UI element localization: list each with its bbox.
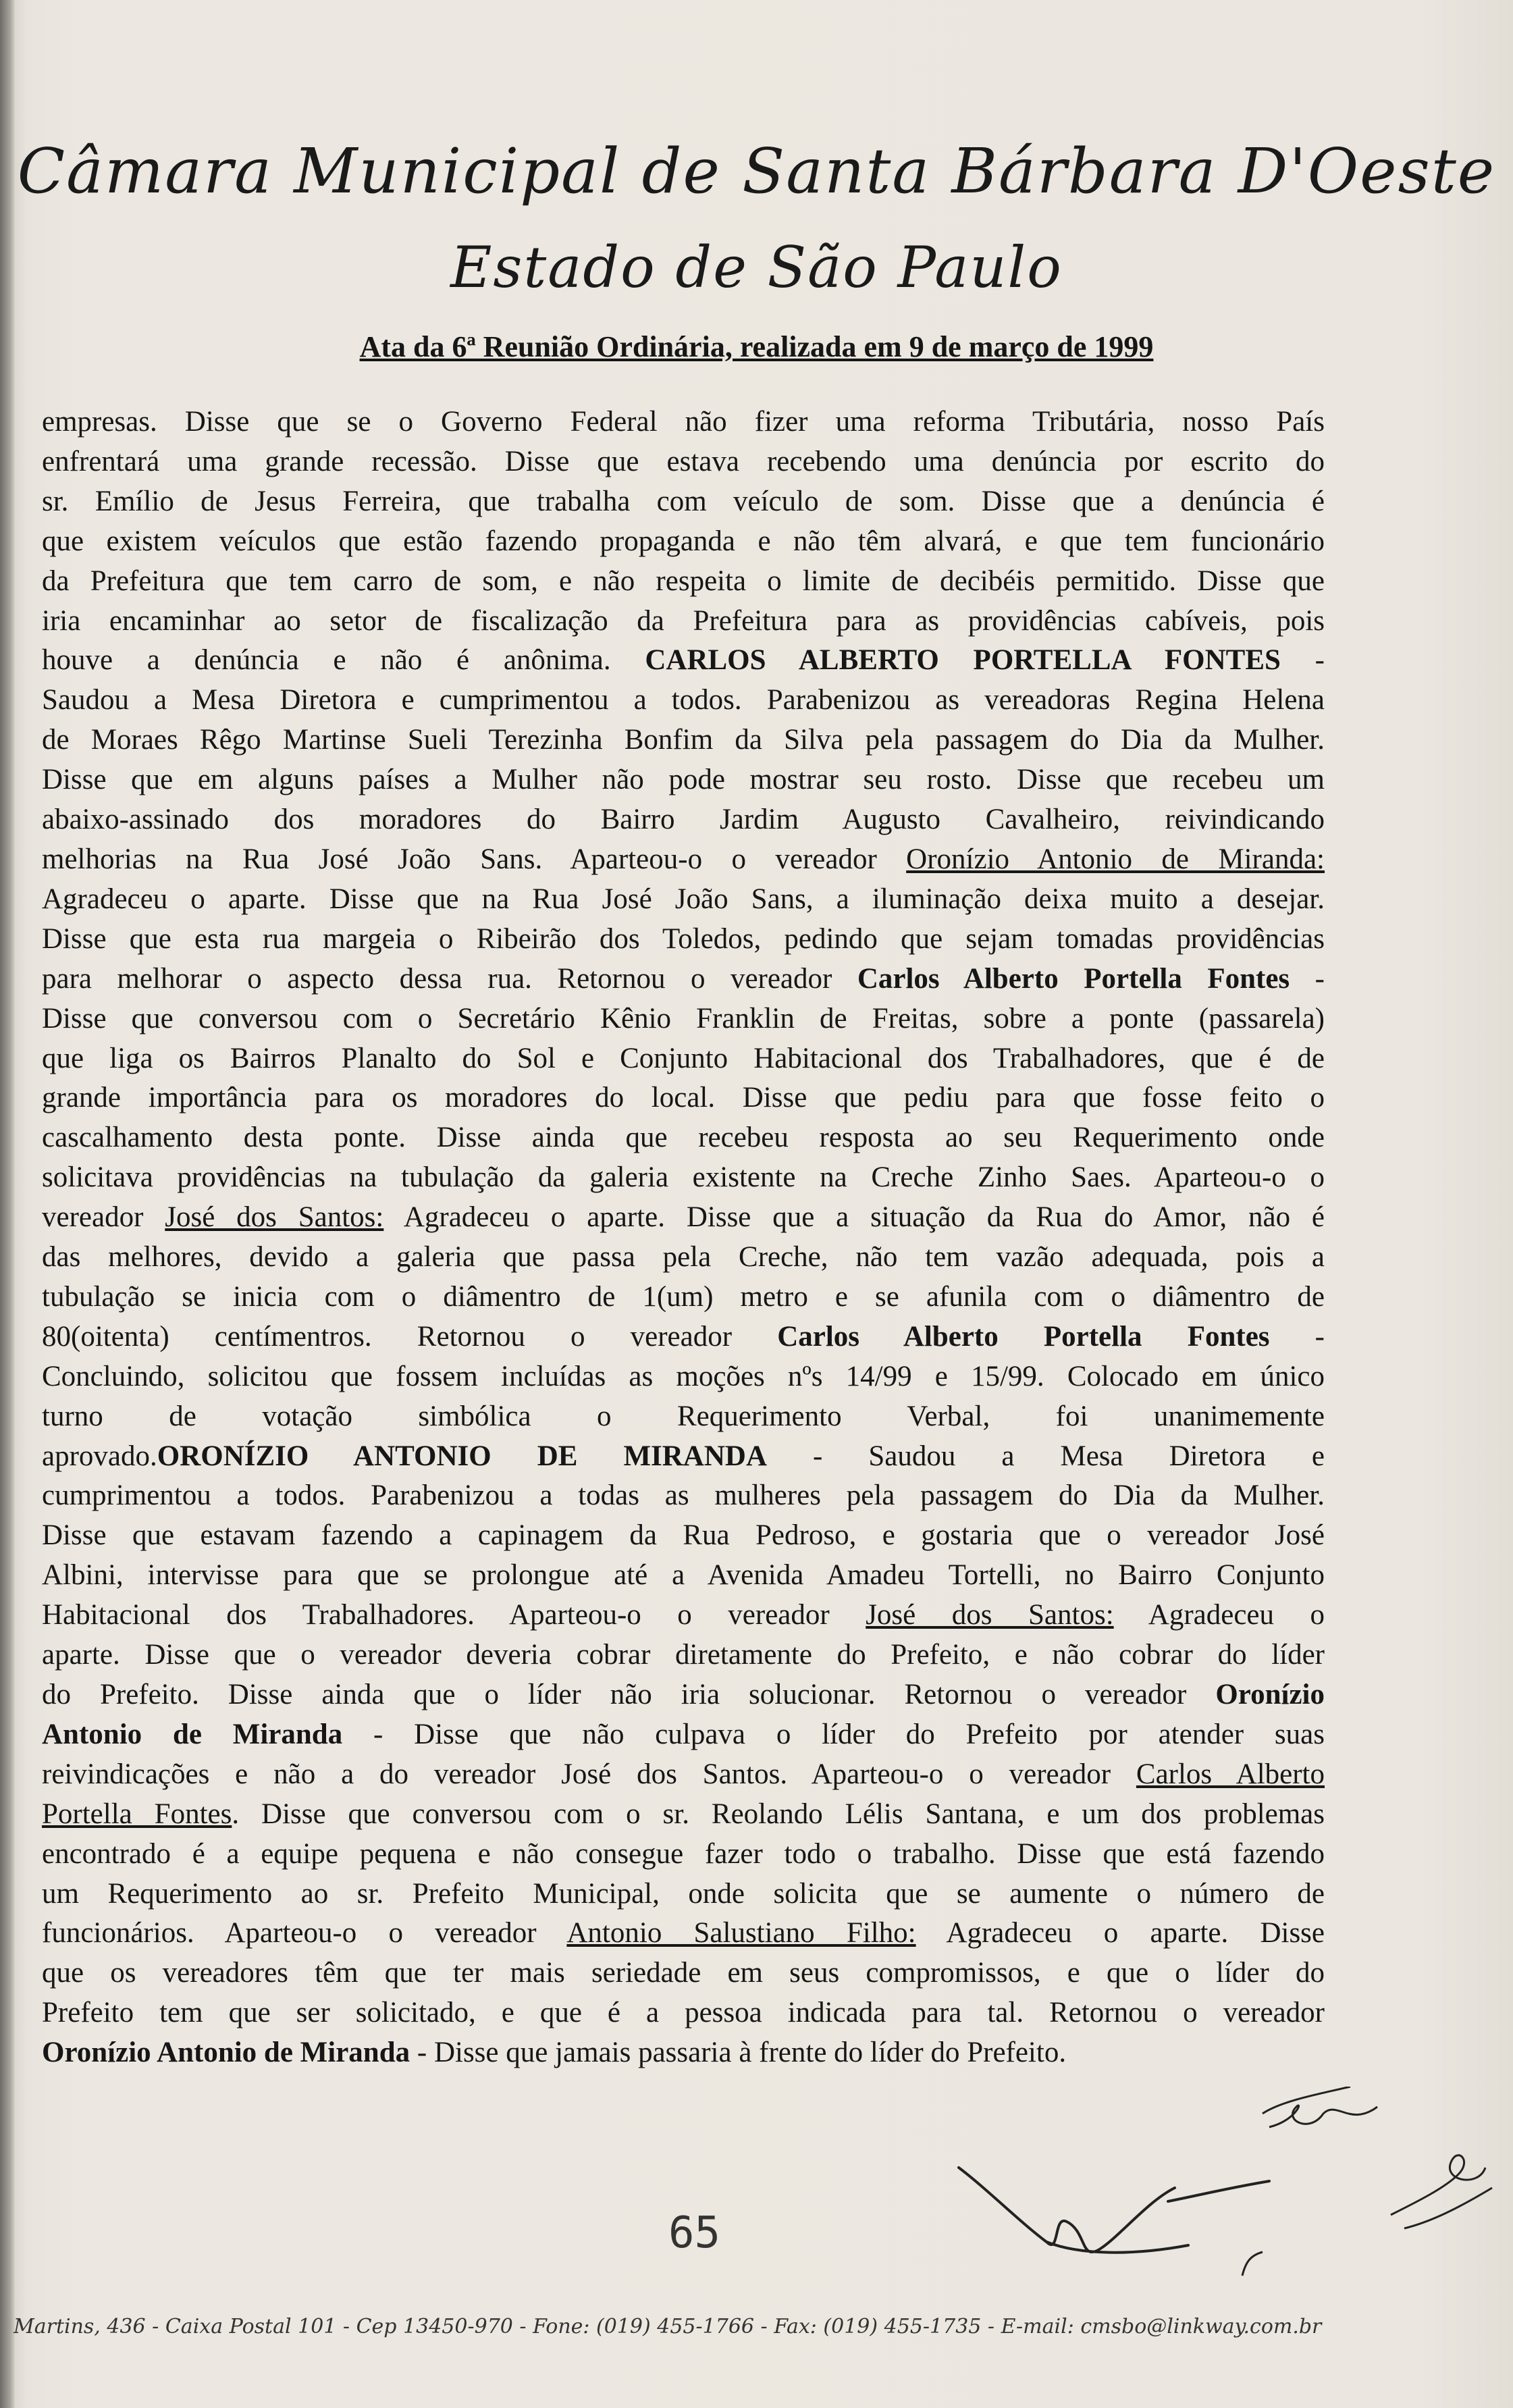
text-segment: - bbox=[1290, 962, 1325, 995]
text-segment: sr. Emílio de Jesus Ferreira, que trabalha com veículo de som. Disse que a denúncia é bbox=[42, 485, 1325, 517]
text-line bbox=[42, 1596, 1325, 1635]
text-segment: Habitacional dos Trabalhadores. Aparteou-o o vereador bbox=[42, 1599, 866, 1631]
text-line bbox=[42, 1198, 1325, 1238]
text-segment: Prefeito tem que ser solicitado, e que é a pessoa indicada para tal. Retornou o vereador bbox=[42, 1997, 1325, 2029]
text-line bbox=[42, 562, 1325, 602]
text-segment: Agradeceu o bbox=[1113, 1599, 1325, 1631]
text-segment: abaixo-assinado dos moradores do Bairro Jardim Augusto Cavalheiro, reivindicando bbox=[42, 804, 1325, 836]
text-segment: 80(oitenta) centímentros. Retornou o vereador bbox=[42, 1320, 778, 1353]
text-line bbox=[42, 402, 1325, 442]
letterhead-footer: Martins, 436 - Caixa Postal 101 - Cep 13450-970 - Fone: (019) 455-1766 - Fax: (019) 455-1735 - E-mail: cmsbo@linkway.com.br bbox=[14, 2315, 1322, 2338]
text-segment: tubulação se inicia com o diâmentro de 1(um) metro e se afunila com o diâmentro de bbox=[42, 1280, 1325, 1313]
text-segment: encontrado é a equipe pequena e não consegue fazer todo o trabalho. Disse que está fazendo bbox=[42, 1837, 1325, 1870]
text-line bbox=[42, 800, 1325, 840]
text-line bbox=[42, 2033, 1325, 2073]
text-line bbox=[42, 482, 1325, 522]
text-line bbox=[42, 1476, 1325, 1516]
text-line bbox=[42, 1755, 1325, 1795]
underlined-name: Oronízio Antonio de Miranda: bbox=[906, 843, 1325, 875]
text-segment: Albini, intervisse para que se prolongue até a Avenida Amadeu Tortelli, no Bairro Conjunto bbox=[42, 1559, 1325, 1592]
text-line bbox=[42, 1118, 1325, 1158]
text-segment: - bbox=[1269, 1320, 1325, 1353]
text-line bbox=[42, 1954, 1325, 1993]
text-line bbox=[42, 1675, 1325, 1715]
text-line bbox=[42, 1795, 1325, 1835]
text-segment: Saudou a Mesa Diretora e cumprimentou a todos. Parabenizou as vereadoras Regina Helena bbox=[42, 684, 1325, 716]
text-segment: do Prefeito. Disse ainda que o líder não iria solucionar. Retornou o vereador bbox=[42, 1679, 1216, 1710]
text-segment: empresas. Disse que se o Governo Federal não fizer uma reforma Tributária, nosso País bbox=[42, 406, 1325, 438]
text-segment: aprovado. bbox=[42, 1440, 157, 1472]
text-segment: das melhores, devido a galeria que passa pela Creche, não tem vazão adequada, pois a bbox=[42, 1241, 1325, 1274]
text-line bbox=[42, 1556, 1325, 1596]
text-segment: Disse que estavam fazendo a capinagem da Rua Pedroso, e gostaria que o vereador José bbox=[42, 1519, 1325, 1552]
text-segment: Disse que conversou com o Secretário Kênio Franklin de Freitas, sobre a ponte (passarela) bbox=[42, 1002, 1325, 1035]
text-line bbox=[42, 1317, 1325, 1357]
text-segment: - Disse que não culpava o líder do Prefeito por atender suas bbox=[342, 1718, 1325, 1750]
text-segment: de Moraes Rêgo Martinse Sueli Terezinha Bonfim da Silva pela passagem do Dia da Mulher. bbox=[42, 724, 1325, 756]
text-line bbox=[42, 760, 1325, 800]
text-line bbox=[42, 1437, 1325, 1477]
text-segment: iria encaminhar ao setor de fiscalização da Prefeitura para as providências cabíveis, pois bbox=[42, 604, 1325, 637]
text-segment: que liga os Bairros Planalto do Sol e Conjunto Habitacional dos Trabalhadores, que é de bbox=[42, 1042, 1325, 1074]
letterhead-institution: Câmara Municipal de Santa Bárbara D'Oeste bbox=[17, 135, 1496, 207]
handwritten-signature bbox=[945, 2087, 1418, 2296]
bold-name: ORONÍZIO ANTONIO DE MIRANDA bbox=[157, 1440, 768, 1472]
text-line bbox=[42, 681, 1325, 721]
underlined-name: José dos Santos: bbox=[165, 1201, 384, 1234]
underlined-name: José dos Santos: bbox=[866, 1599, 1114, 1631]
text-segment: - Disse que jamais passaria à frente do líder do Prefeito. bbox=[410, 2037, 1067, 2069]
text-segment: aparte. Disse que o vereador deveria cobrar diretamente do Prefeito, e não cobrar do líder bbox=[42, 1639, 1325, 1671]
text-line bbox=[42, 1078, 1325, 1118]
text-segment: enfrentará uma grande recessão. Disse que estava recebendo uma denúncia por escrito do bbox=[42, 445, 1325, 477]
text-segment: Concluindo, solicitou que fossem incluídas as moções nºs 14/99 e 15/99. Colocado em único bbox=[42, 1360, 1325, 1392]
text-segment: para melhorar o aspecto dessa rua. Retornou o vereador bbox=[42, 962, 857, 995]
text-line bbox=[42, 1715, 1325, 1755]
text-line bbox=[42, 1835, 1325, 1875]
text-segment: um Requerimento ao sr. Prefeito Municipal, onde solicita que se aumente o número de bbox=[42, 1877, 1325, 1910]
underlined-name: Carlos Alberto bbox=[1136, 1758, 1325, 1790]
text-line bbox=[42, 880, 1325, 920]
text-line bbox=[42, 641, 1325, 681]
text-line bbox=[42, 1397, 1325, 1437]
bold-name: CARLOS ALBERTO PORTELLA FONTES bbox=[645, 644, 1281, 677]
text-line bbox=[42, 999, 1325, 1039]
text-line bbox=[42, 1635, 1325, 1675]
text-line bbox=[42, 721, 1325, 760]
text-line bbox=[42, 1039, 1325, 1079]
text-segment: Agradeceu o aparte. Disse que na Rua José João Sans, a iluminação deixa muito a desejar. bbox=[42, 883, 1325, 915]
minutes-title: Ata da 6ª Reunião Ordinária, realizada em 9 de março de 1999 bbox=[359, 330, 1154, 363]
text-segment: da Prefeitura que tem carro de som, e não respeita o limite de decibéis permitido. Disse que bbox=[42, 565, 1325, 597]
bold-name: Carlos Alberto Portella Fontes bbox=[857, 962, 1290, 995]
bold-name: Carlos Alberto Portella Fontes bbox=[777, 1320, 1270, 1353]
letterhead bbox=[0, 135, 1513, 300]
letterhead-state: Estado de São Paulo bbox=[450, 234, 1063, 300]
text-segment: solicitava providências na tubulação da galeria existente na Creche Zinho Saes. Aparteou-o o bbox=[42, 1161, 1325, 1194]
text-segment: - Saudou a Mesa Diretora e bbox=[767, 1440, 1325, 1472]
underlined-name: Portella Fontes bbox=[42, 1798, 232, 1830]
bold-name: Oronízio bbox=[1215, 1679, 1325, 1710]
text-line bbox=[42, 960, 1325, 999]
text-line bbox=[42, 840, 1325, 880]
text-segment: que existem veículos que estão fazendo propaganda e não têm alvará, e que tem funcionário bbox=[42, 525, 1325, 557]
text-line bbox=[42, 1357, 1325, 1397]
text-segment: - bbox=[1280, 644, 1325, 677]
text-segment: Agradeceu o aparte. Disse bbox=[915, 1917, 1325, 1949]
bold-name: Oronízio Antonio de Miranda bbox=[42, 2037, 410, 2069]
text-segment: vereador bbox=[42, 1201, 165, 1234]
text-line bbox=[42, 920, 1325, 960]
text-segment: grande importância para os moradores do local. Disse que pediu para que fosse feito o bbox=[42, 1082, 1325, 1114]
text-segment: . Disse que conversou com o sr. Reolando Lélis Santana, e um dos problemas bbox=[232, 1798, 1325, 1830]
text-segment: houve a denúncia e não é anônima. bbox=[42, 644, 645, 677]
bold-name: Antonio de Miranda bbox=[42, 1718, 343, 1750]
text-segment: funcionários. Aparteou-o o vereador bbox=[42, 1917, 567, 1949]
text-line bbox=[42, 1238, 1325, 1278]
text-segment: melhorias na Rua José João Sans. Aparteou-o o vereador bbox=[42, 843, 907, 875]
text-line bbox=[42, 1516, 1325, 1556]
text-line bbox=[42, 602, 1325, 642]
text-line bbox=[42, 1158, 1325, 1198]
text-segment: que os vereadores têm que ter mais seriedade em seus compromissos, e que o líder do bbox=[42, 1957, 1325, 1989]
text-segment: turno de votação simbólica o Requerimento Verbal, foi unanimemente bbox=[42, 1400, 1325, 1432]
text-segment: Disse que em alguns países a Mulher não pode mostrar seu rosto. Disse que recebeu um bbox=[42, 764, 1325, 796]
text-line bbox=[42, 1993, 1325, 2033]
text-line bbox=[42, 1914, 1325, 1954]
underlined-name: Antonio Salustiano Filho: bbox=[566, 1917, 916, 1949]
text-line bbox=[42, 442, 1325, 482]
text-line bbox=[42, 1278, 1325, 1317]
text-segment: Agradeceu o aparte. Disse que a situação da Rua do Amor, não é bbox=[383, 1201, 1325, 1234]
text-segment: reivindicações e não a do vereador José dos Santos. Aparteou-o o vereador bbox=[42, 1758, 1136, 1790]
text-segment: cascalhamento desta ponte. Disse ainda que recebeu resposta ao seu Requerimento onde bbox=[42, 1122, 1325, 1154]
minutes-body bbox=[42, 402, 1325, 2073]
text-segment: Disse que esta rua margeia o Ribeirão dos Toledos, pedindo que sejam tomadas providências bbox=[42, 922, 1325, 955]
text-line bbox=[42, 1875, 1325, 1914]
handwritten-initials bbox=[1377, 2120, 1512, 2255]
page-number: 65 bbox=[668, 2208, 721, 2258]
text-segment: cumprimentou a todos. Parabenizou a todas as mulheres pela passagem do Dia da Mulher. bbox=[42, 1480, 1325, 1512]
text-line bbox=[42, 522, 1325, 562]
